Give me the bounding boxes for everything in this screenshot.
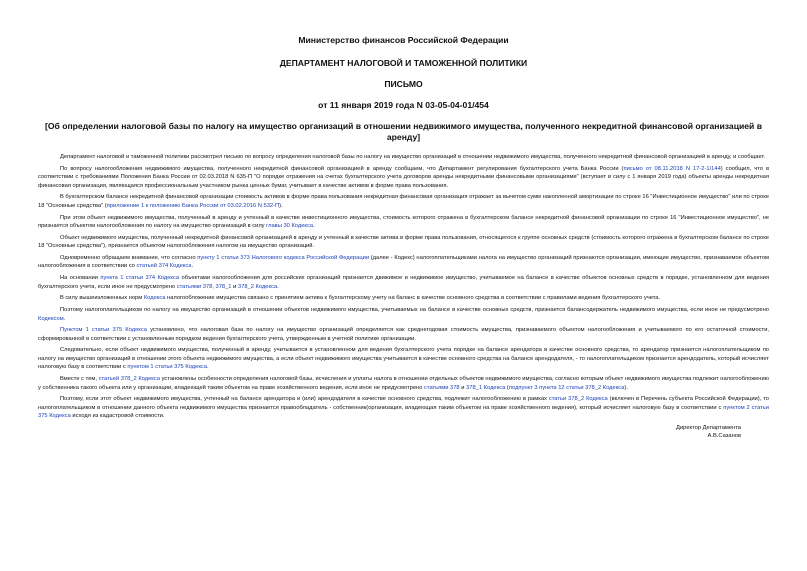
paragraph-text: Поэтому налогоплательщиком по налогу на имущество организаций в отношении объектов недвижимого имущества, учитываемых на балансе в качестве основных средств, признается балансодержатель недвижимого имущества, если иное не предусмотрено <box>60 307 769 313</box>
paragraph-text: В силу вышеизложенных норм <box>60 295 144 302</box>
law-reference-link[interactable]: главы 30 Кодекса <box>266 223 314 230</box>
paragraph-text: ) сообщил, что в соответствии с требованиями Положения Банка России от 02.03.2018 N 635-П "О порядке отражения на счетах бухгалтерского учета договоров аренды некредитными финансовыми организациями" (вступает в силу с 1 января 2019 года) объекты аренды некредитная финансовая организация, являющаяся профессиональным участником рынка ценных бумаг, учитывает в качестве активов в форме права пользования. <box>38 165 769 189</box>
paragraph-text: При этом объект недвижимого имущества, полученный в аренду и учтенный в качестве инвестиционного имущества, стоимость которого отражена в бухгалтерском балансе некредитной финансовой организации по строке 16 "Инвестиционное имущество", не признается объектом налогообложения по налогу на имущество организаций в силу <box>38 214 769 230</box>
paragraph-text: Департамент налоговой и таможенной политики рассмотрел письмо по вопросу определения налоговой базы по налогу на имущество организаций в отношении недвижимого имущества, полученного некредитной финансовой организацией в аренду, и сообщает. <box>60 154 766 160</box>
body-paragraph <box>38 294 769 303</box>
paragraph-text: ( <box>505 384 509 391</box>
paragraph-text: По вопросу налогообложения недвижимого имущества, полученного некредитной финансовой организацией в аренду сообщаем, что Департамент регулирования бухгалтерского учета Банка России ( <box>60 165 624 172</box>
law-reference-link[interactable]: статьями 378 <box>424 384 460 391</box>
body-paragraph <box>38 214 769 231</box>
paragraph-text: Одновременно обращаем внимание, что согласно <box>60 254 198 261</box>
paragraph-text: (далее - Кодекс) налогоплательщиками налога на имущество организаций признаются организации, имеющие имущество, признаваемое объектом налогообложения в соответствии со <box>38 254 769 270</box>
body-paragraph <box>38 395 769 421</box>
body-paragraph <box>38 274 769 291</box>
law-reference-link[interactable]: статьей 374 Кодекса <box>136 263 192 270</box>
law-reference-link[interactable]: письмо от 08.11.2018 N 17-2-1/144 <box>623 165 721 172</box>
department-name: ДЕПАРТАМЕНТ НАЛОГОВОЙ И ТАМОЖЕННОЙ ПОЛИТИКИ <box>279 58 528 68</box>
paragraph-text: . <box>313 223 315 230</box>
document-title: [Об определении налоговой базы по налогу на имущество организаций в отношении недвижимого имущества, полученного некредитной финансовой организацией в аренду] <box>45 121 762 142</box>
law-reference-link[interactable]: пункта 1 статьи 374 Кодекса <box>100 275 180 282</box>
paragraph-text: . <box>277 283 279 290</box>
paragraph-text: установлено, что налоговая база по налогу на имущество организаций определяется как среднегодовая стоимость имущества, признаваемого объектом налогообложения и учитываемого по его остаточной стоимости, сформированной в соответствии с установленным порядком ведения бухгалтерского учета, утвержденным в учетной политике организации. <box>38 327 769 342</box>
body-paragraph <box>38 153 769 162</box>
document-date-number: от 11 января 2019 года N 03-05-04-01/454 <box>318 100 489 110</box>
paragraph-text: ). <box>624 384 628 391</box>
signer-name: А.В.Сазанов <box>707 433 741 440</box>
paragraph-text: . <box>63 315 66 322</box>
body-paragraph <box>38 346 769 372</box>
body-paragraph <box>38 326 769 343</box>
paragraph-text: установлены особенности определения налоговой базы, исчисления и уплаты налога в отношении отдельных объектов недвижимого имущества, согласно которым объект недвижимого имущества подлежит налогообложению у собственника такого объекта или у организации, владеющей таким объектом на праве хозяйственного ведения, если иное не предусмотрено <box>38 376 769 391</box>
paragraph-text: На основании <box>60 275 101 282</box>
law-reference-link[interactable]: 378_1 Кодекса <box>466 384 506 391</box>
ministry-name: Министерство финансов Российской Федерации <box>298 35 509 45</box>
body-paragraph <box>38 234 769 251</box>
document-type: ПИСЬМО <box>384 79 423 89</box>
law-reference-link[interactable]: статьи 378_2 Кодекса <box>548 396 608 403</box>
paragraph-text: налогообложение имущества связано с принятием актива к бухгалтерскому учету на баланс в качестве основного средства в соответствии с правилами ведения бухгалтерского учета. <box>165 295 661 302</box>
paragraph-text: исходя из кадастровой стоимости. <box>70 413 165 420</box>
paragraph-text: . <box>191 263 194 270</box>
paragraph-text: и <box>231 283 238 290</box>
law-reference-link[interactable]: Кодекса <box>143 295 166 302</box>
signer-position: Директор Департамента <box>676 424 741 431</box>
paragraph-text: . <box>206 364 209 371</box>
paragraph-text: Следовательно, если объект недвижимого имущества, полученный в аренду, учитывается в установленном для ведения бухгалтерского учета порядке на балансе арендатора в качестве основного средства, то арендатор признается налогоплательщиком по налогу на имущество организаций в отношении этого объекта недвижимого имущества, а если объект недвижимого имущества учитывается в качестве основного средства на балансе арендодателя, - то налогоплательщиком признается арендодатель, который исчисляет налоговую базу в соответствии с <box>38 347 769 371</box>
body-paragraph <box>38 306 769 323</box>
body-paragraph <box>38 254 769 271</box>
body-paragraph <box>38 375 769 392</box>
law-reference-link[interactable]: приложение 1 к положению Банка России от 03.02.2016 N 532-П <box>106 202 280 209</box>
body-paragraph <box>38 165 769 191</box>
document-body <box>38 153 769 421</box>
law-reference-link[interactable]: статьями 378, 378_1 <box>176 283 232 290</box>
law-reference-link[interactable]: пунктом 2 статьи 375 Кодекса <box>38 404 769 420</box>
paragraph-text: объектами налогообложения для российских организаций признается движимое и недвижимое имущество, учитываемое на балансе в качестве объектов основных средств в порядке, установленном для ведения бухгалтерского учета, если иное не предусмотрено <box>38 275 769 290</box>
law-reference-link[interactable]: пункту 1 статьи 373 Налогового кодекса Российской Федерации <box>197 254 370 261</box>
paragraph-text: Вместе с тем, <box>60 376 99 383</box>
law-reference-link[interactable]: подпункт 3 пункта 12 статьи 378_2 Кодекса <box>508 384 625 391</box>
paragraph-text: ). <box>279 202 283 209</box>
paragraph-text: и <box>459 384 467 391</box>
law-reference-link[interactable]: Пунктом 1 статьи 375 Кодекса <box>60 327 147 334</box>
law-reference-link[interactable]: 378_2 Кодекса <box>237 283 278 290</box>
paragraph-text: Объект недвижимого имущества, полученный некредитной финансовой организацией в аренду и учтенный в качестве актива в форме права пользования, относящегося к группе основных средств (стоимость которого отражена в бухгалтерском балансе по строке 18 "Основные средства"), признается объектом налогообложения налогом на имущество организаций. <box>38 234 769 250</box>
law-reference-link[interactable]: пунктом 1 статьи 375 Кодекса <box>127 364 207 371</box>
paragraph-text: Поэтому, если этот объект недвижимого имущества, учтенный на балансе арендатора и (или) арендодателя в качестве основного средства, подлежит налогообложению в рамках <box>60 396 549 403</box>
paragraph-text: (включен в Перечень субъекта Российской Федерации), то налогоплательщиком в отношении данного объекта недвижимого имущества признается правообладатель - собственник(организация, владеющая таким объектом на праве хозяйственного ведения), который исчисляет налоговую базу в соответствии с <box>38 396 769 411</box>
body-paragraph <box>38 193 769 210</box>
law-reference-link[interactable]: статьей 378_2 Кодекса <box>98 376 160 383</box>
signature-block <box>38 424 741 441</box>
paragraph-text: В бухгалтерском балансе некредитной финансовой организации стоимость активов в форме права пользования некредитная финансовая организация отражает за вычетом сумм накопленной амортизации по строке 16 "Инвестиционное имущество" или по строке 18 "Основные средства" ( <box>38 194 769 209</box>
law-reference-link[interactable]: Кодексом <box>38 315 64 322</box>
